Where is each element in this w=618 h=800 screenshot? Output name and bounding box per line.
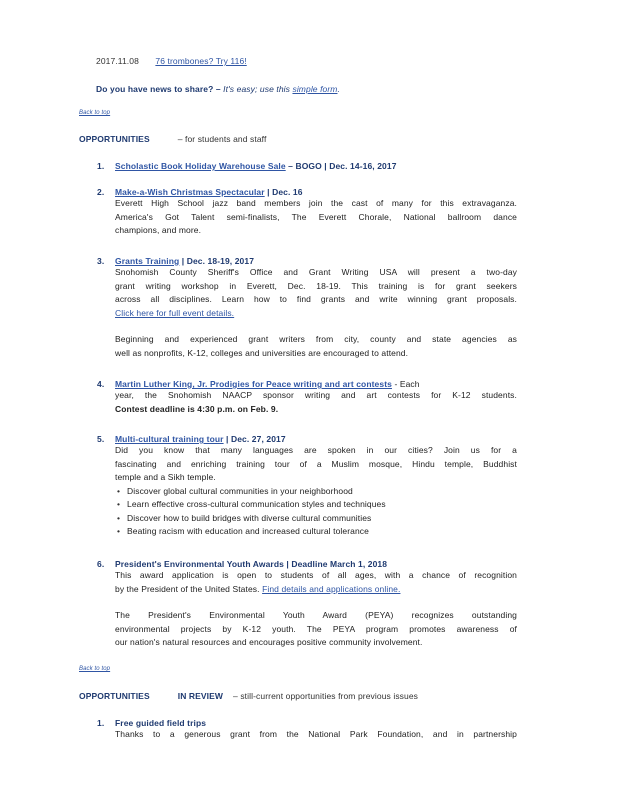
back-to-top-link[interactable]: Back to top bbox=[79, 110, 111, 116]
scholastic-sale-link[interactable]: Scholastic Book Holiday Warehouse Sale bbox=[115, 161, 286, 171]
news-prompt: Do you have news to share? – It's easy; use this simple form. bbox=[96, 84, 340, 94]
grants-training-link[interactable]: Grants Training bbox=[115, 256, 180, 266]
field-trips-title: Free guided field trips bbox=[115, 718, 207, 728]
list-item: 3. Grants Training | Dec. 18-19, 2017 Snohomish County Sheriff's Office and Grant Writing USA will present a two-day grant writing workshop in Everett, Dec. 18-19. This training is for grant seekers across all disciplines. Learn how to find grants and write winning grant proposals. Click here for full event details. Beginning and experienced grant writers from city, county and state agencies as well as nonprofits, K-12, colleges and universities are encouraged to attend. bbox=[97, 256, 517, 358]
make-a-wish-link[interactable]: Make-a-Wish Christmas Spectacular bbox=[115, 187, 265, 197]
event-details-link[interactable]: Click here for full event details. bbox=[115, 307, 235, 318]
list-item: • Learn effective cross-cultural communication styles and techniques bbox=[115, 498, 517, 512]
contest-deadline: Contest deadline is 4:30 p.m. on Feb. 9. bbox=[115, 403, 279, 414]
simple-form-link[interactable]: simple form bbox=[292, 84, 338, 94]
peya-details-link[interactable]: Find details and applications online. bbox=[262, 583, 401, 594]
peya-title: President's Environmental Youth Awards | Deadline March 1, 2018 bbox=[115, 559, 388, 569]
list-item: 6. President's Environmental Youth Awards | Deadline March 1, 2018 This award application is open to students of all ages, with a chance of recognition by the President of the United States. Find details and applications online. The President's Environmental Youth Award (PEYA) recognizes outstanding environmental projects by K-12 youth. The PEYA program promotes awareness of our nation's natural resources and encourages positive community involvement. bbox=[97, 559, 517, 647]
top-line bbox=[96, 56, 247, 66]
list-item: 5. Multi-cultural training tour | Dec. 27, 2017 Did you know that many languages are spoken in our cities? Join us for a fascinating and enriching training tour of a Muslim mosque, Hindu temple, Buddhist temple and a Sikh temple. • Discover global cultural communities in your neighborhood • Learn effective cross-cultural communication styles and techniques • Discover how to build bridges with diverse cultural communities • Beating racism with education and increased cultural tolerance bbox=[97, 434, 517, 539]
in-review-heading: OPPORTUNITIES IN REVIEW – still-current opportunities from previous issues bbox=[79, 691, 419, 701]
list-item: • Discover global cultural communities in your neighborhood bbox=[115, 485, 517, 499]
list-item: 4. Martin Luther King, Jr. Prodigies for Peace writing and art contests - Each year, the Snohomish NAACP sponsor writing and art contests for K-12 students. Contest deadline is 4:30 p.m. on Feb. 9. bbox=[97, 379, 517, 416]
list-item: 2. Make-a-Wish Christmas Spectacular | Dec. 16 Everett High School jazz band members join the cast of many for this extravaganza. America's Got Talent semi-finalists, The Everett Chorale, National ballroom dance champions, and more. bbox=[97, 187, 517, 235]
news-question: Do you have news to share? bbox=[96, 84, 214, 94]
back-to-top-link[interactable]: Back to top bbox=[79, 666, 111, 672]
list-item: 1. Scholastic Book Holiday Warehouse Sale – BOGO | Dec. 14-16, 2017 bbox=[97, 161, 397, 171]
news-dash: – bbox=[215, 84, 221, 94]
top-story-link[interactable]: 76 trombones? Try 116! bbox=[155, 56, 247, 66]
list-item: • Beating racism with education and increased cultural tolerance bbox=[115, 525, 517, 539]
list-item: 1. Free guided field trips Thanks to a generous grant from the National Park Foundation, and in partnership bbox=[97, 718, 517, 739]
news-easy: It's easy; use this bbox=[223, 84, 290, 94]
multicultural-tour-link[interactable]: Multi-cultural training tour bbox=[115, 434, 224, 444]
mlk-contest-link[interactable]: Martin Luther King, Jr. Prodigies for Peace writing and art contests bbox=[115, 379, 392, 389]
list-item: • Discover how to build bridges with diverse cultural communities bbox=[115, 512, 517, 526]
issue-date: 2017.11.08 bbox=[96, 56, 139, 66]
opportunities-heading: OPPORTUNITIES – for students and staff bbox=[79, 134, 267, 144]
tour-bullets bbox=[115, 485, 517, 539]
